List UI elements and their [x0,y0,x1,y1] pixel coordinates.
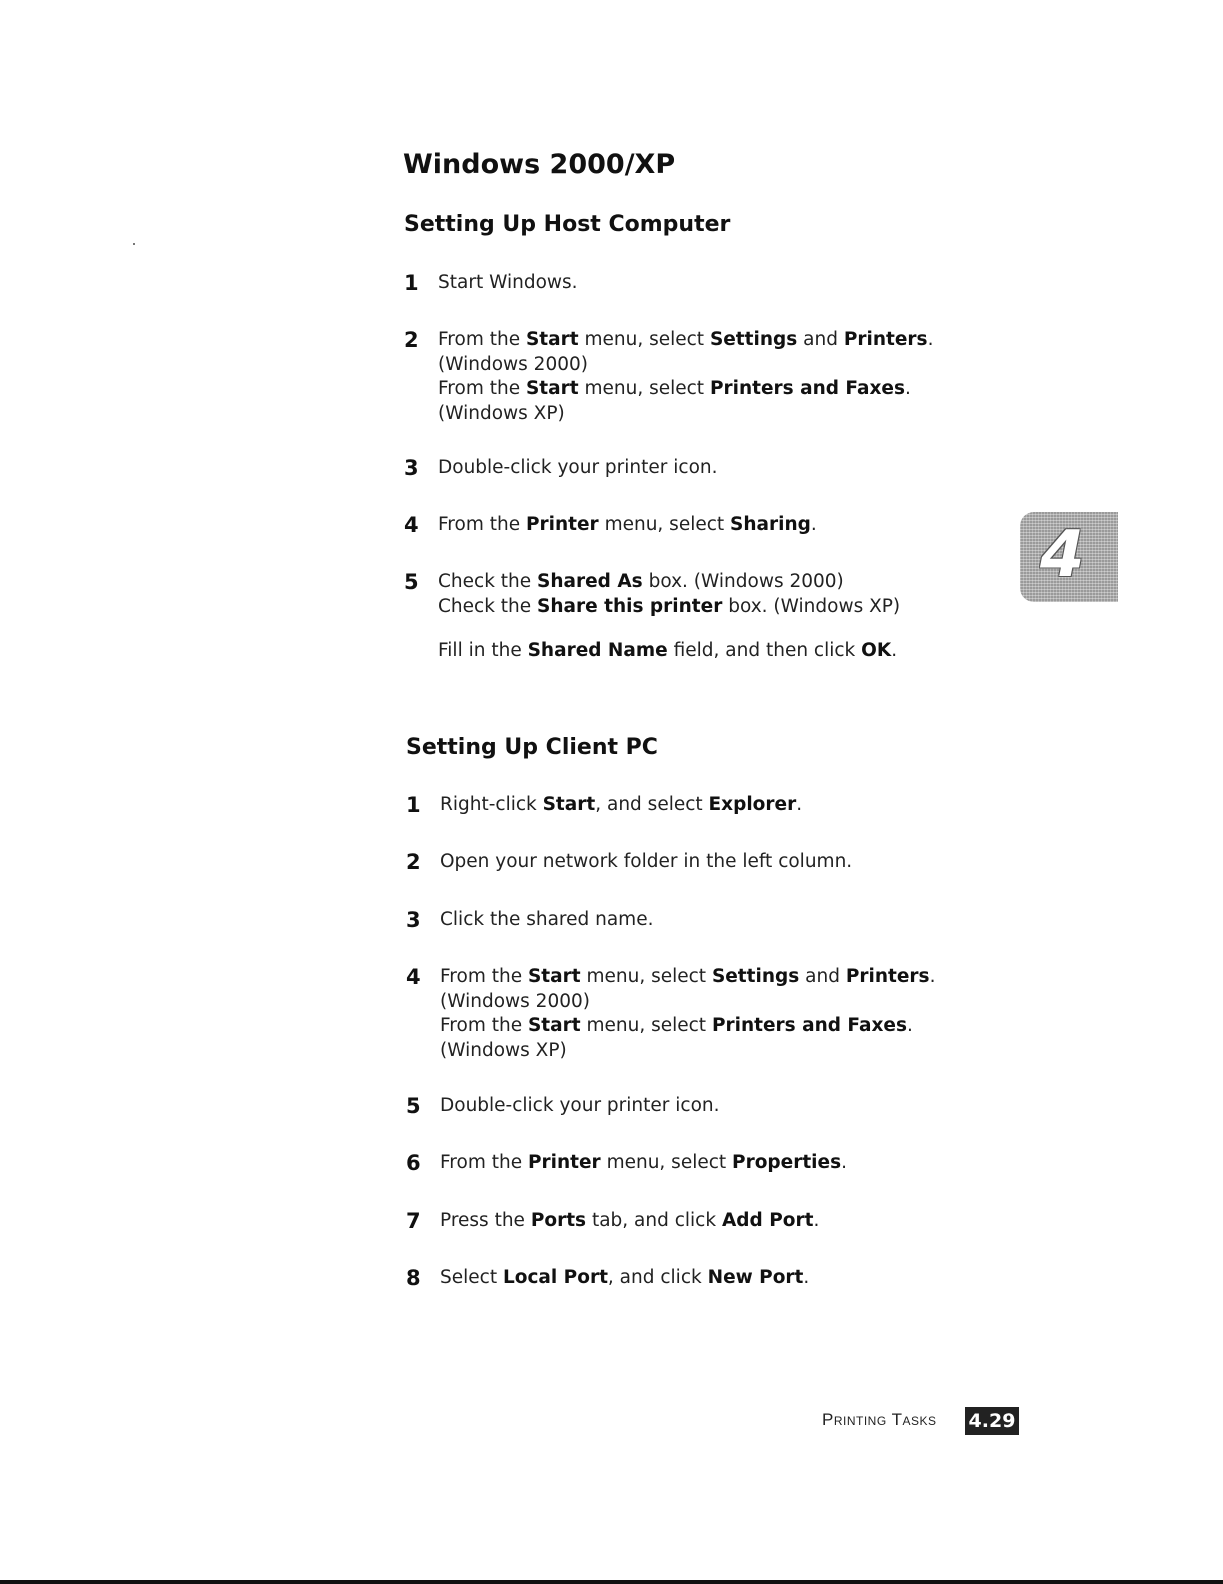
chapter-number: 4 [1040,518,1085,592]
emphasis-text: Properties [732,1152,842,1173]
text-run: . [803,1267,810,1288]
text-run: . [927,329,934,350]
text-run: From the [438,514,526,535]
step-text [440,793,802,818]
emphasis-text: Start [525,378,579,399]
step-number: 7 [406,1209,421,1233]
page-number-badge: 4.29 [965,1407,1019,1435]
text-run: . [813,1210,820,1231]
text-run: menu, select [580,966,712,987]
step-line [440,965,935,990]
text-run: . [929,966,936,987]
step-number: 5 [406,1094,421,1118]
step-text [440,965,935,1063]
emphasis-text: Start [527,1015,581,1036]
emphasis-text: Printers and Faxes [709,378,905,399]
footer-section-label: Printing Tasks [822,1410,937,1429]
step-line [440,793,802,818]
emphasis-text: Local Port [502,1267,608,1288]
text-run: menu, select [598,514,731,535]
step-text [440,1209,819,1234]
step-text [440,908,653,933]
client-heading: Setting Up Client PC [406,735,658,760]
text-run: Double-click your printer icon. [438,457,718,478]
emphasis-text: Start [525,329,579,350]
step-text [440,1094,720,1119]
text-run: . [904,378,911,399]
bottom-edge-rule [0,1580,1223,1584]
text-run: (Windows XP) [438,402,565,424]
step-number: 6 [406,1151,421,1175]
text-run: Check the [438,595,538,617]
emphasis-text: Printer [525,514,599,535]
text-run: From the [438,329,526,350]
step-text [438,456,718,481]
step-line [438,456,718,481]
text-run: and [797,329,844,350]
step-line [438,328,933,353]
step-line [438,570,900,595]
chapter-tab [1020,512,1118,602]
step-number: 5 [404,570,419,594]
step-line [440,1266,809,1291]
text-run: Select [440,1267,503,1288]
step-number: 4 [404,513,419,537]
emphasis-text: Printer [527,1152,601,1173]
step-number: 2 [404,328,419,352]
emphasis-text: Ports [530,1210,587,1231]
text-run: . [810,514,817,535]
step-line [440,1039,935,1064]
text-run: (Windows 2000) [440,990,590,1012]
step-text [440,1266,809,1291]
text-run: . [891,640,898,661]
step-text [438,271,578,296]
text-run: . [796,794,803,815]
step-line [440,1094,720,1119]
text-run: , and click [607,1267,708,1288]
text-run: From the [440,1015,528,1036]
text-run: field, and then click [667,640,862,661]
step-line [438,513,817,538]
step-number: 4 [406,965,421,989]
emphasis-text: Settings [709,329,798,350]
step-number: 8 [406,1266,421,1290]
text-run: menu, select [578,329,710,350]
step-line [438,595,900,620]
text-run: , and select [595,794,709,815]
text-run: box. (Windows XP) [722,595,901,617]
host-heading: Setting Up Host Computer [404,212,731,237]
step-line [438,402,933,427]
text-run: Right-click [440,794,543,815]
text-run: From the [438,378,526,399]
step-line [440,1151,847,1176]
text-run: menu, select [578,378,710,399]
text-run: . [906,1015,913,1036]
step-line [438,377,933,402]
text-run: (Windows XP) [440,1039,567,1061]
step-number: 1 [406,793,421,817]
text-run: menu, select [600,1152,733,1173]
step-line [440,850,852,875]
emphasis-text: Shared Name [527,640,668,661]
step-line [438,271,578,296]
emphasis-text: Start [527,966,581,987]
step-text [438,328,933,426]
emphasis-text: Printers and Faxes [711,1015,907,1036]
emphasis-text: Explorer [708,794,797,815]
text-run: Check the [438,571,538,592]
emphasis-text: Settings [711,966,800,987]
step-number: 1 [404,271,419,295]
scan-speck [133,243,135,245]
step-text [438,513,817,538]
step-line [440,1014,935,1039]
text-run: . [841,1152,847,1173]
step-number: 2 [406,850,421,874]
emphasis-text: Start [542,794,596,815]
step-line [438,353,933,378]
text-run: Double-click your printer icon. [440,1095,720,1116]
step-line [440,908,653,933]
step-text [438,570,900,619]
text-run: From the [440,1152,528,1173]
emphasis-text: Shared As [537,571,643,592]
emphasis-text: New Port [707,1267,804,1288]
step-line [440,990,935,1015]
text-run: Click the shared name. [440,909,654,930]
step-line [440,1209,819,1234]
text-run: From the [440,966,528,987]
step-text [440,1151,847,1176]
emphasis-text: OK [861,640,892,661]
host-note [438,639,897,664]
text-run: Open your network folder in the left column. [440,851,853,872]
page-title: Windows 2000/XP [403,149,676,180]
emphasis-text: Sharing [730,514,811,535]
text-run: tab, and click [586,1210,722,1231]
text-run: (Windows 2000) [438,353,588,375]
emphasis-text: Share this printer [537,595,723,617]
step-number: 3 [406,908,421,932]
text-run: menu, select [580,1015,712,1036]
step-text [440,850,852,875]
text-run: box. (Windows 2000) [642,571,844,592]
emphasis-text: Printers [845,966,930,987]
text-run: Fill in the [438,640,528,661]
emphasis-text: Printers [843,329,928,350]
text-run: and [799,966,846,987]
step-number: 3 [404,456,419,480]
text-run: Start Windows. [438,272,578,293]
emphasis-text: Add Port [721,1210,814,1231]
text-run: Press the [440,1210,531,1231]
